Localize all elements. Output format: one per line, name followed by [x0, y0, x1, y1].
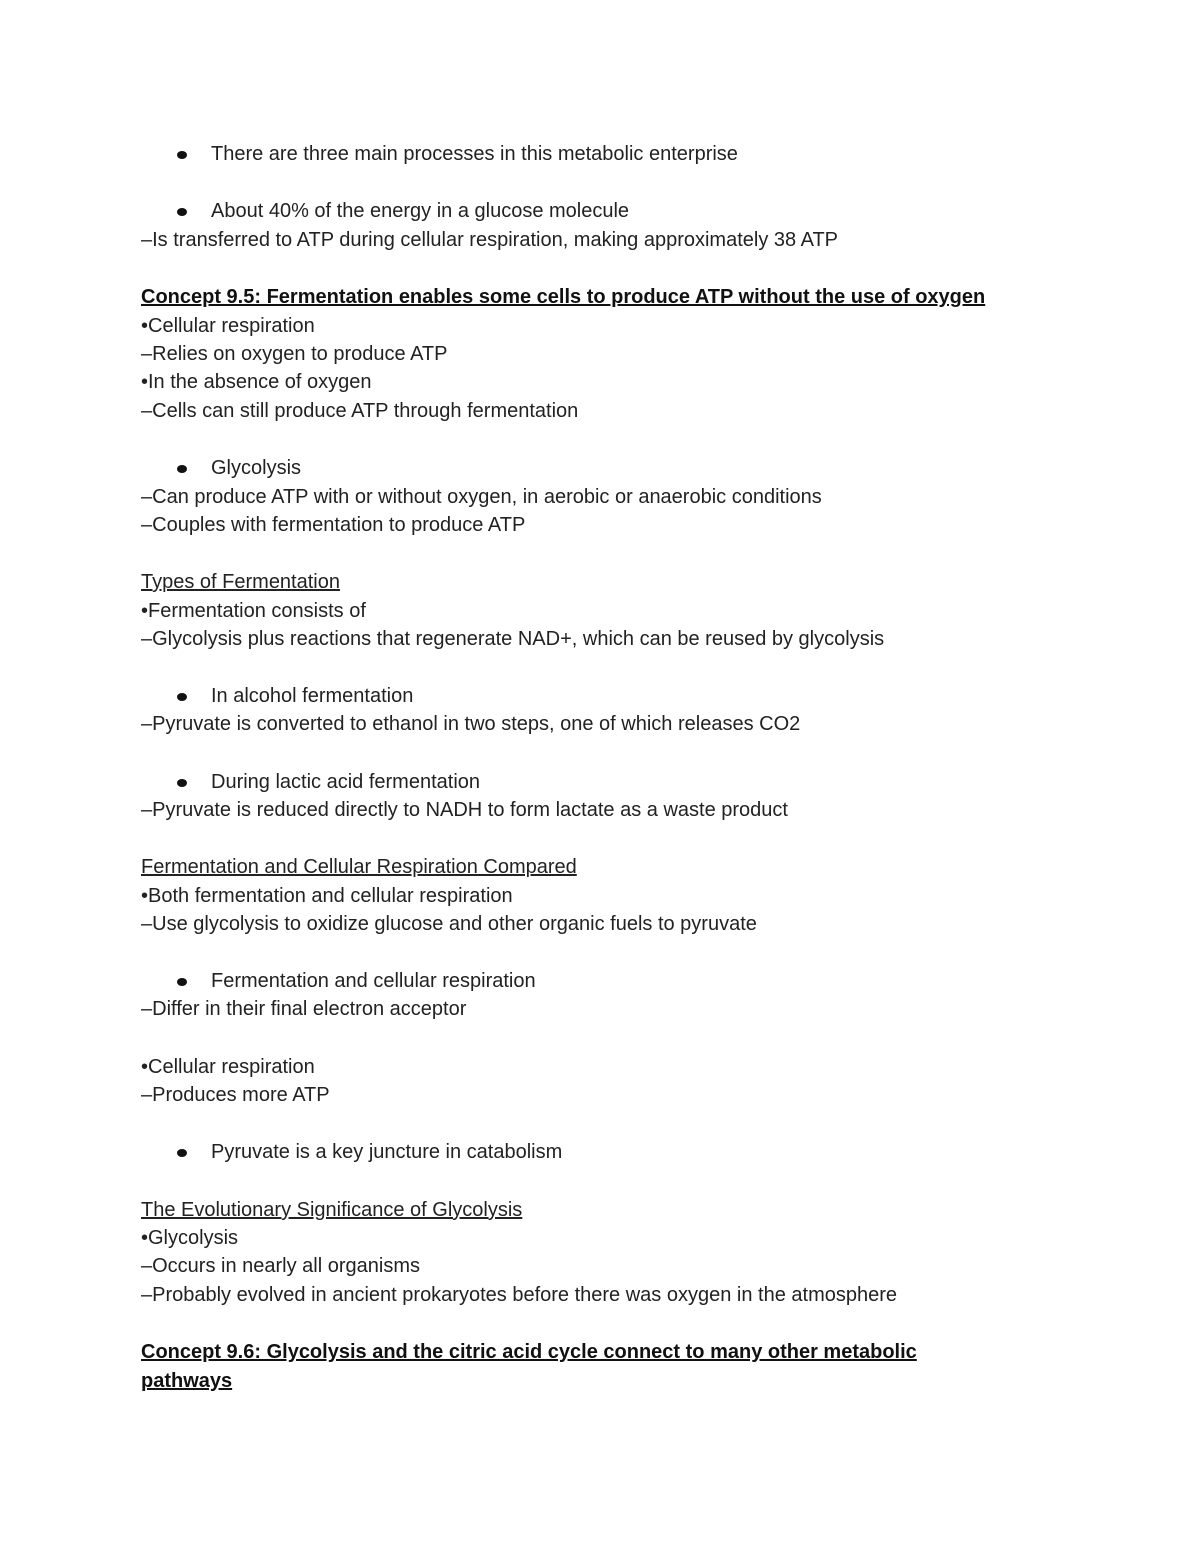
bullet-dot-icon — [177, 1149, 187, 1157]
subsection-heading: Fermentation and Cellular Respiration Compared — [141, 856, 577, 878]
bullet-item: In alcohol fermentation — [211, 685, 414, 707]
bullet-item: About 40% of the energy in a glucose molecule — [211, 200, 630, 222]
text-line: •Fermentation consists of — [141, 600, 366, 622]
section-heading-continued: pathways — [141, 1370, 233, 1392]
text-line: –Is transferred to ATP during cellular respiration, making approximately 38 ATP — [141, 229, 839, 251]
bullet-dot-icon — [177, 978, 187, 986]
bullet-dot-icon — [177, 693, 187, 701]
text-line: –Probably evolved in ancient prokaryotes before there was oxygen in the atmosphere — [141, 1284, 898, 1306]
text-line: –Pyruvate is reduced directly to NADH to form lactate as a waste product — [141, 799, 788, 821]
text-line: –Relies on oxygen to produce ATP — [141, 343, 448, 365]
bullet-item: Fermentation and cellular respiration — [211, 970, 536, 992]
text-line: –Couples with fermentation to produce ATP — [141, 514, 526, 536]
bullet-dot-icon — [177, 465, 187, 473]
text-line: –Occurs in nearly all organisms — [141, 1255, 420, 1277]
text-line: •Both fermentation and cellular respiration — [141, 885, 513, 907]
text-line: –Can produce ATP with or without oxygen, in aerobic or anaerobic conditions — [141, 486, 822, 508]
text-line: –Glycolysis plus reactions that regenerate NAD+, which can be reused by glycolysis — [141, 628, 885, 650]
text-line: –Use glycolysis to oxidize glucose and other organic fuels to pyruvate — [141, 913, 757, 935]
bullet-item: During lactic acid fermentation — [211, 771, 481, 793]
bullet-dot-icon — [177, 779, 187, 787]
text-line: –Pyruvate is converted to ethanol in two steps, one of which releases CO2 — [141, 713, 801, 735]
text-line: •Glycolysis — [141, 1227, 239, 1249]
text-line: –Cells can still produce ATP through fermentation — [141, 400, 579, 422]
bullet-item: Pyruvate is a key juncture in catabolism — [211, 1141, 563, 1163]
subsection-heading: The Evolutionary Significance of Glycolysis — [141, 1199, 523, 1221]
text-line: –Produces more ATP — [141, 1084, 330, 1106]
section-heading: Concept 9.5: Fermentation enables some cells to produce ATP without the use of oxygen — [141, 286, 986, 308]
text-line: –Differ in their final electron acceptor — [141, 998, 467, 1020]
bullet-item: There are three main processes in this metabolic enterprise — [211, 143, 738, 165]
text-line: •In the absence of oxygen — [141, 371, 372, 393]
text-line: •Cellular respiration — [141, 315, 315, 337]
bullet-item: Glycolysis — [211, 457, 302, 479]
bullet-dot-icon — [177, 151, 187, 159]
bullet-dot-icon — [177, 208, 187, 216]
subsection-heading: Types of Fermentation — [141, 571, 340, 593]
section-heading: Concept 9.6: Glycolysis and the citric acid cycle connect to many other metabolic — [141, 1341, 917, 1363]
text-line: •Cellular respiration — [141, 1056, 315, 1078]
